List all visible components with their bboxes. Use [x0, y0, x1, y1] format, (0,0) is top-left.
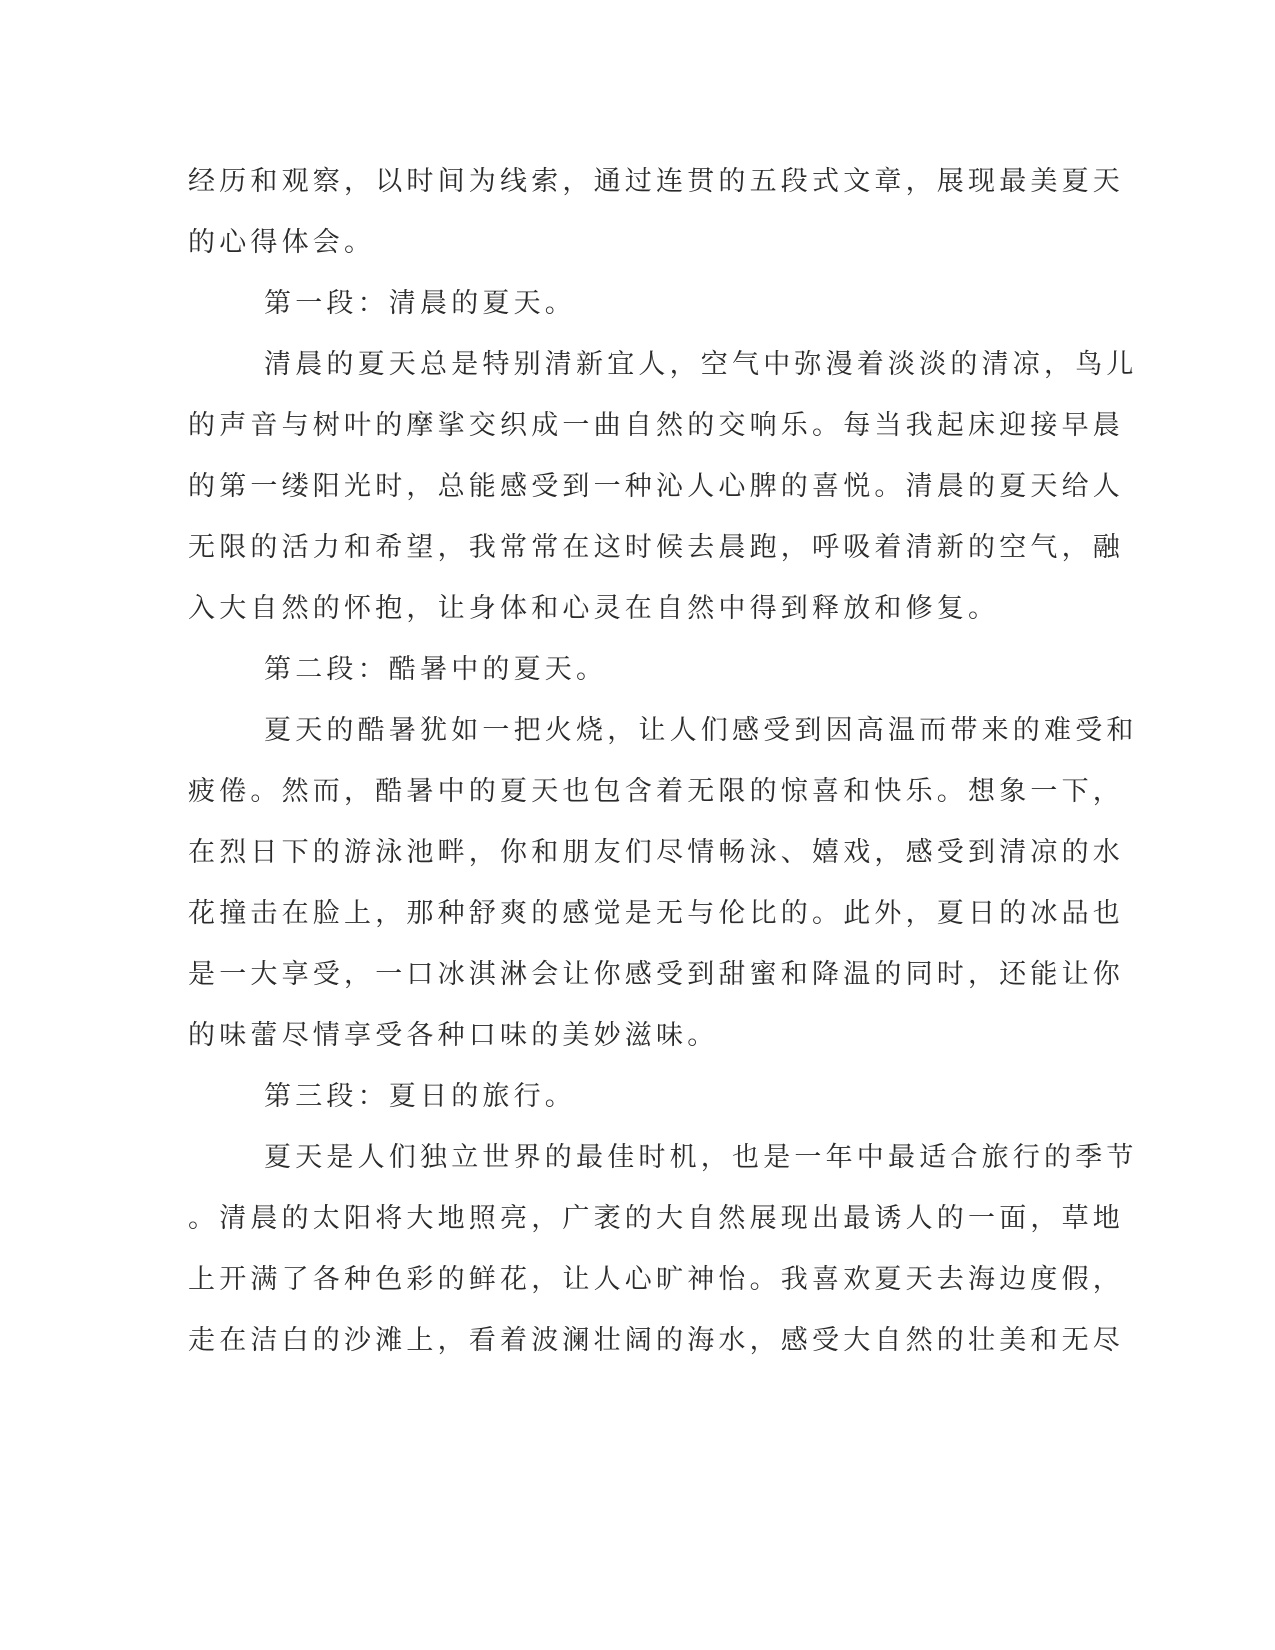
paragraph-start: 夏天的酷暑犹如一把火烧，让人们感受到因高温而带来的难受和	[264, 715, 1138, 746]
text-line: 。清晨的太阳将大地照亮，广袤的大自然展现出最诱人的一面，草地	[188, 1203, 1124, 1234]
section-heading: 第二段：酷暑中的夏天。	[264, 654, 608, 685]
text-line: 无限的活力和希望，我常常在这时候去晨跑，呼吸着清新的空气，融	[188, 532, 1124, 563]
section-heading: 第三段：夏日的旅行。	[264, 1081, 576, 1112]
text-line: 花撞击在脸上，那种舒爽的感觉是无与伦比的。此外，夏日的冰品也	[188, 898, 1124, 929]
text-line: 是一大享受，一口冰淇淋会让你感受到甜蜜和降温的同时，还能让你	[188, 959, 1124, 990]
text-line: 疲倦。然而，酷暑中的夏天也包含着无限的惊喜和快乐。想象一下，	[188, 776, 1124, 807]
text-line: 的声音与树叶的摩挲交织成一曲自然的交响乐。每当我起床迎接早晨	[188, 410, 1124, 441]
text-line: 的味蕾尽情享受各种口味的美妙滋味。	[188, 1020, 719, 1051]
text-line: 在烈日下的游泳池畔，你和朋友们尽情畅泳、嬉戏，感受到清凉的水	[188, 837, 1124, 868]
section-heading: 第一段：清晨的夏天。	[264, 288, 576, 319]
paragraph-start: 夏天是人们独立世界的最佳时机，也是一年中最适合旅行的季节	[264, 1142, 1138, 1173]
text-line: 的第一缕阳光时，总能感受到一种沁人心脾的喜悦。清晨的夏天给人	[188, 471, 1124, 502]
text-line: 走在洁白的沙滩上，看着波澜壮阔的海水，感受大自然的壮美和无尽	[188, 1325, 1124, 1356]
text-line: 入大自然的怀抱，让身体和心灵在自然中得到释放和修复。	[188, 593, 1000, 624]
text-line: 经历和观察，以时间为线索，通过连贯的五段式文章，展现最美夏天	[188, 166, 1124, 197]
text-line: 的心得体会。	[188, 227, 376, 258]
paragraph-start: 清晨的夏天总是特别清新宜人，空气中弥漫着淡淡的清凉，鸟儿	[264, 349, 1138, 380]
text-line: 上开满了各种色彩的鲜花，让人心旷神怡。我喜欢夏天去海边度假，	[188, 1264, 1124, 1295]
